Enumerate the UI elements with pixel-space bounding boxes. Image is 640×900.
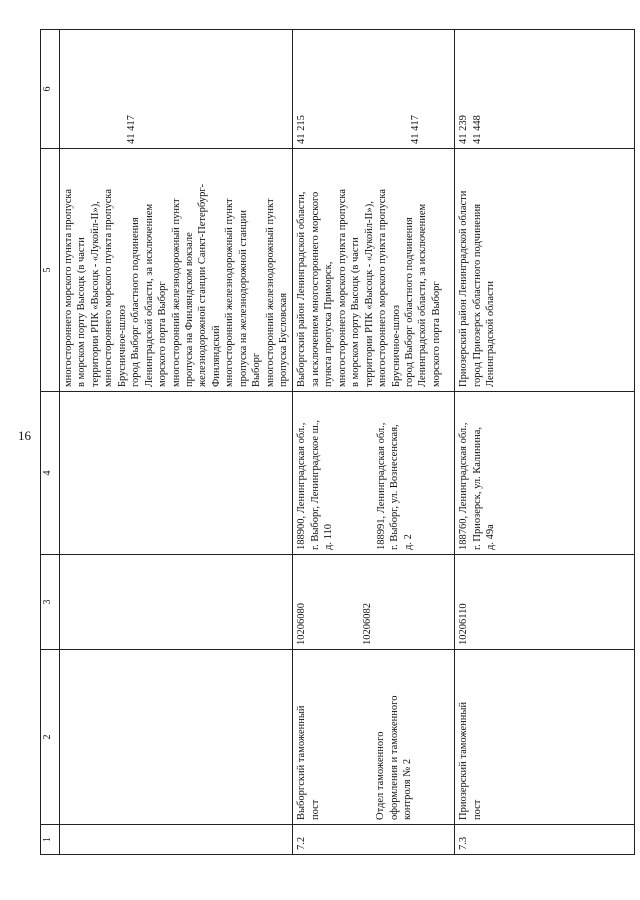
zone-line: многосторонний железнодорожный пункт [264, 198, 276, 387]
zone-line: город Приозерск областного подчинения [471, 203, 483, 387]
zone-line: пропуска Бусловская [278, 292, 289, 387]
post-name-line: Приозерский таможенный [458, 701, 470, 820]
okato-code: 41 239 [458, 115, 470, 144]
address-line: г. Выборг, Ленинградское ш., [309, 420, 321, 550]
zone-line: Финляндский [210, 325, 222, 387]
cell-zone [455, 149, 635, 392]
zone-line: многостороннего морского пункта пропуска [377, 189, 389, 387]
address-line: 188900, Ленинградская обл., [296, 422, 308, 550]
zone-line: Выборг [251, 352, 263, 387]
cell-code [60, 555, 293, 650]
customs-code: 10206110 [458, 603, 470, 645]
zone-line: Ленинградской области, за исключением [417, 203, 429, 387]
zone-line: город Выборг областного подчинения [403, 217, 415, 387]
post-name-line: пост [471, 799, 483, 820]
address-line: 188760, Ленинградская обл., [458, 422, 470, 550]
okato-code: 41 417 [409, 115, 421, 144]
okato-code: 41 448 [471, 115, 483, 144]
zone-line: Ленинградской области, за исключением [143, 203, 155, 387]
zone-line: многостороннего морского пункта пропуска [63, 189, 74, 387]
zone-line: многосторонний железнодорожный пункт [224, 198, 236, 387]
header-col-3: 3 [41, 555, 60, 650]
cell-zone [293, 149, 455, 392]
zone-line: многостороннего морского пункта пропуска [103, 189, 115, 387]
address-line: д. 49а [485, 524, 497, 550]
rotated-table-page [40, 30, 635, 855]
header-col-1: 1 [41, 825, 60, 855]
zone-line: Выборгский район Ленинградской области, [296, 191, 308, 387]
zone-line: в морском порту Высоцк (в части [350, 237, 362, 387]
customs-posts-table [40, 29, 635, 855]
zone-line: территории РПК «Высоцк - «Лукойл-II»), [363, 201, 375, 387]
customs-code: 10206082 [361, 603, 373, 645]
header-col-5: 5 [41, 149, 60, 392]
address-line: г. Приозерск, ул. Калинина, [471, 426, 483, 550]
customs-code: 10206080 [296, 603, 308, 645]
zone-line: морского порта Выборг [157, 281, 169, 387]
cell-address [293, 392, 455, 555]
cell-name [293, 650, 455, 825]
header-col-6: 6 [41, 30, 60, 149]
cell-name [455, 650, 635, 825]
dept-name-line: оформления и таможенного [388, 695, 400, 820]
address-line: г. Выборг, ул. Вознесенская, [389, 424, 401, 550]
okato-code: 41 215 [296, 115, 308, 144]
cell-okato [455, 30, 635, 149]
zone-line: Брусничное-шлюз [390, 304, 402, 387]
header-col-4: 4 [41, 392, 60, 555]
address-line: д. 110 [323, 524, 335, 550]
cell-code [293, 555, 455, 650]
dept-name-line: Отдел таможенного [375, 731, 387, 820]
address-line: 188991, Ленинградская обл., [375, 422, 387, 550]
zone-line: пропуска на Финляндском вокзале [183, 232, 195, 387]
table-row-continuation [60, 30, 293, 855]
zone-line: территории РПК «Высоцк - «Лукойл-II»), [89, 201, 101, 387]
address-line: д. 2 [402, 534, 414, 550]
zone-line: многостороннего морского пункта пропуска [336, 189, 348, 387]
okato-code: 41 417 [126, 115, 137, 144]
post-name-line: Выборгский таможенный [296, 705, 308, 820]
zone-line: город Выборг областного подчинения [130, 217, 142, 387]
dept-name-line: контроля № 2 [402, 758, 414, 820]
cell-okato [60, 30, 293, 149]
zone-line: за исключением многостороннего морского [309, 191, 321, 387]
cell-zone [60, 149, 293, 392]
table-row-7-3 [455, 30, 635, 855]
header-col-2: 2 [41, 650, 60, 825]
zone-line: Брусничное-шлюз [116, 304, 128, 387]
cell-address [60, 392, 293, 555]
cell-code [455, 555, 635, 650]
zone-line: морского порта Выборг [430, 281, 442, 387]
cell-address [455, 392, 635, 555]
table-row-7-2 [293, 30, 455, 855]
cell-num: 7.2 [293, 825, 455, 855]
cell-num [60, 825, 293, 855]
header-row [41, 30, 60, 855]
zone-line: в морском порту Высоцк (в части [76, 237, 88, 387]
zone-line: Приозерский район Ленинградской области [458, 190, 470, 387]
zone-line: пропуска на железнодорожной станции [237, 209, 249, 387]
zone-line: многосторонний железнодорожный пункт [170, 198, 182, 387]
zone-line: пункта пропуска Приморск, [323, 261, 335, 387]
post-name-line: пост [309, 799, 321, 820]
zone-line: железнодорожной станции Санкт-Петербург- [197, 183, 209, 387]
cell-okato [293, 30, 455, 149]
zone-line: Ленинградской области [485, 281, 497, 387]
page-number: 16 [18, 428, 31, 443]
cell-name [60, 650, 293, 825]
cell-num: 7.3 [455, 825, 635, 855]
